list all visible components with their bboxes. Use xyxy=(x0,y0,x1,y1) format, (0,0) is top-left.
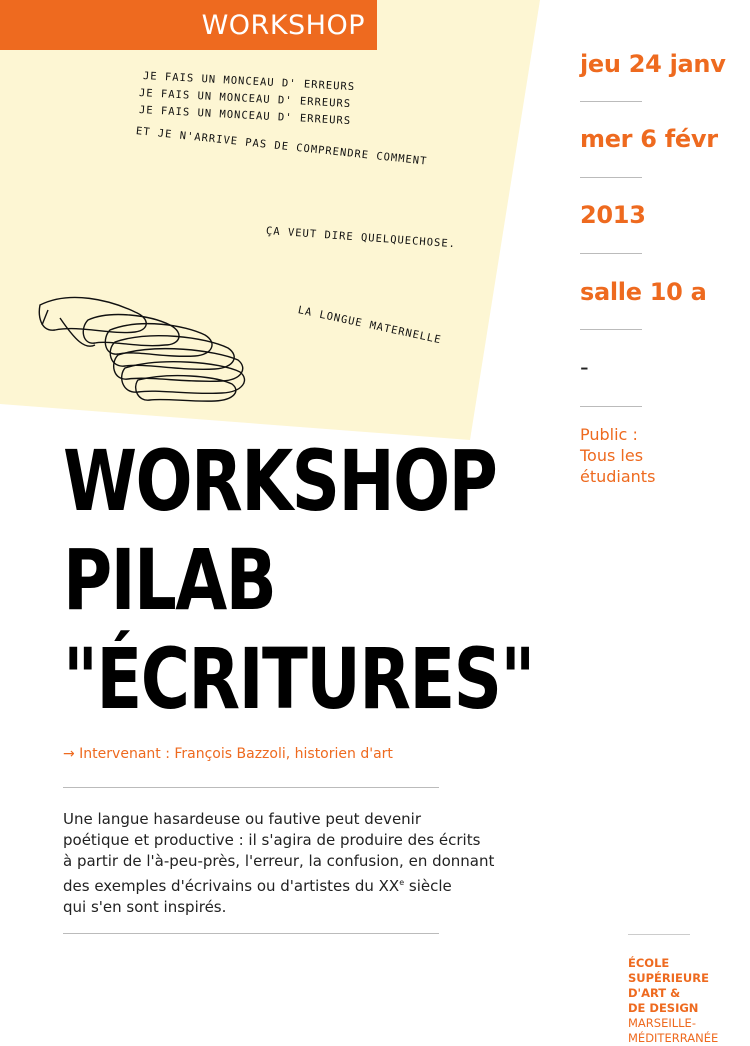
title-line: WORKSHOP xyxy=(63,432,497,530)
handwritten-line: JE FAIS UN MONCEAU D' ERREURS xyxy=(142,70,356,94)
year: 2013 xyxy=(580,201,646,229)
workshop-tag xyxy=(0,0,377,50)
handwritten-line: ET JE N'ARRIVE PAS DE COMPRENDRE COMMENT xyxy=(135,125,428,168)
description-line xyxy=(63,872,503,897)
description-line: à partir de l'à-peu-près, l'erreur, la confusion, en donnant xyxy=(63,852,495,870)
divider xyxy=(580,406,642,407)
audience-label: Public : xyxy=(580,425,638,444)
school-city-line: MÉDITERRANÉE xyxy=(628,1031,719,1045)
divider xyxy=(580,177,642,178)
divider xyxy=(580,329,642,330)
room: salle 10 a xyxy=(580,278,707,306)
divider xyxy=(63,933,439,934)
divider xyxy=(580,253,642,254)
description-line: Une langue hasardeuse ou fautive peut devenir xyxy=(63,810,422,828)
title-line: "ÉCRITURES" xyxy=(63,630,534,728)
description-line: poétique et productive : il s'agira de produire des écrits xyxy=(63,831,481,849)
description-text: des exemples d'écrivains ou d'artistes du XX xyxy=(63,877,400,895)
date-end: mer 6 févr xyxy=(580,125,718,153)
divider xyxy=(628,934,690,935)
century-superscript: e xyxy=(399,878,405,887)
title-line: PILAB xyxy=(63,531,276,629)
handwritten-line: ÇA VEUT DIRE QUELQUECHOSE. xyxy=(265,225,457,251)
school-logo xyxy=(628,956,718,1046)
school-name-line: ÉCOLE xyxy=(628,956,670,970)
paper-sheet xyxy=(0,0,540,440)
description-text: siècle xyxy=(404,877,452,895)
handwritten-line: LA LONGUE MATERNELLE xyxy=(296,304,443,347)
handwritten-line: JE FAIS UN MONCEAU D' ERREURS xyxy=(138,104,352,128)
divider xyxy=(580,101,642,102)
speaker-info: → Intervenant : François Bazzoli, historien d'art xyxy=(63,746,393,762)
event-sidebar xyxy=(580,0,730,520)
date-start: jeu 24 janv xyxy=(580,50,726,78)
description xyxy=(63,809,503,918)
time-dash: - xyxy=(580,353,589,381)
school-city-line: MARSEILLE- xyxy=(628,1016,696,1030)
handwritten-line: JE FAIS UN MONCEAU D' ERREURS xyxy=(138,87,352,111)
audience-value-line: étudiants xyxy=(580,467,656,486)
school-name-line: SUPÉRIEURE xyxy=(628,971,709,985)
audience-info xyxy=(580,424,655,487)
audience-value-line: Tous les xyxy=(580,446,644,465)
description-line: qui s'en sont inspirés. xyxy=(63,898,227,916)
workshop-tag-label: WORKSHOP xyxy=(201,9,365,41)
page-title xyxy=(63,432,534,729)
school-name-line: DE DESIGN xyxy=(628,1001,699,1015)
school-name-line: D'ART & xyxy=(628,986,681,1000)
divider xyxy=(63,787,439,788)
